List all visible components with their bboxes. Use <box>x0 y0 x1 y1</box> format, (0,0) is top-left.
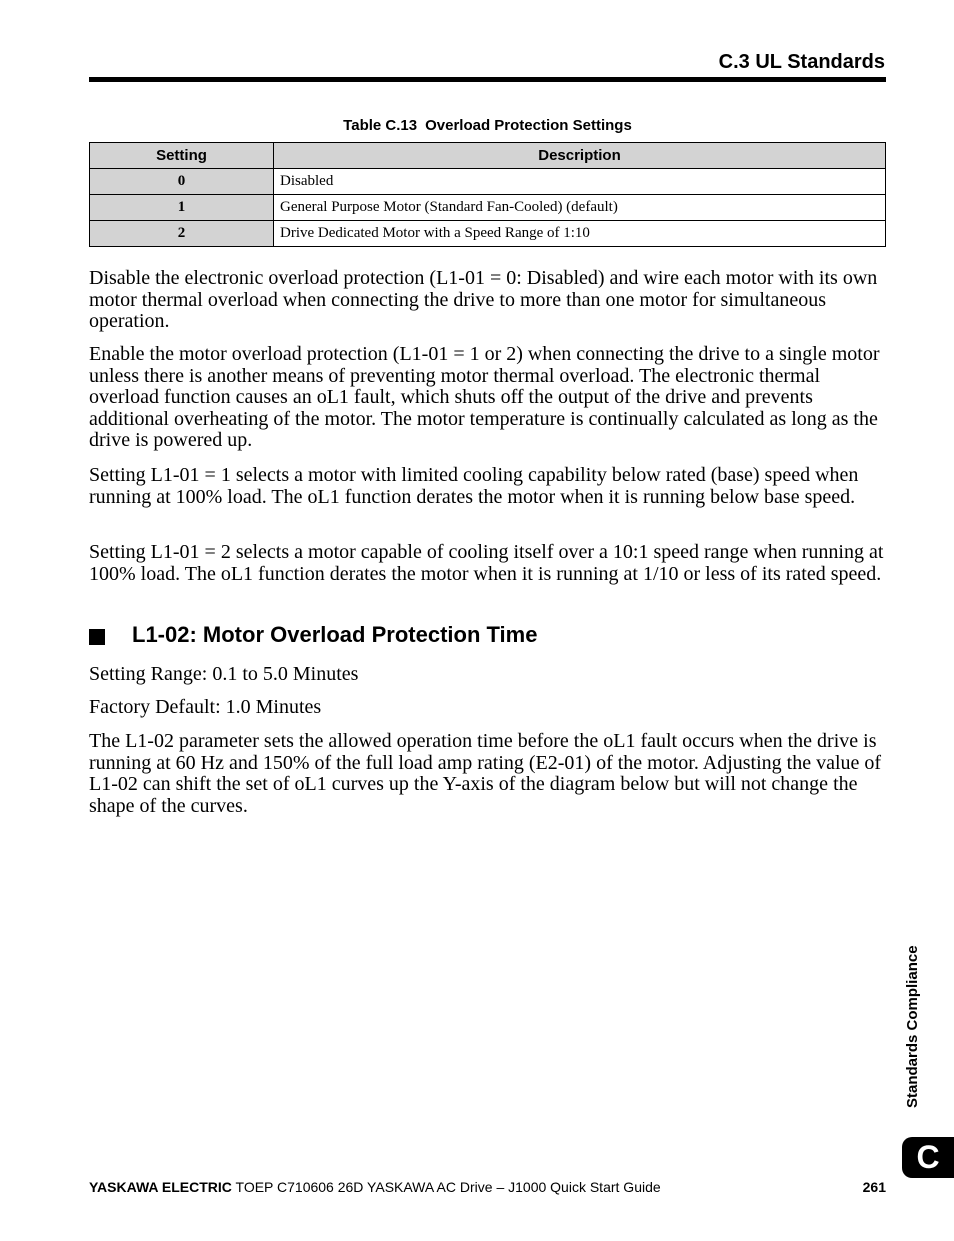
page-number: 261 <box>862 1179 886 1195</box>
setting-cell: 1 <box>90 195 274 221</box>
side-tab-label: Standards Compliance <box>904 945 921 1108</box>
paragraph-disable-overload: Disable the electronic overload protection (L1-01 = 0: Disabled) and wire each motor with its own motor thermal overload when connecting the drive to more than one motor for simultaneous operation. <box>89 267 878 332</box>
square-bullet-icon <box>89 629 105 645</box>
footer-brand: YASKAWA ELECTRIC <box>89 1179 232 1195</box>
footer-doc-info <box>89 1179 661 1195</box>
section-heading-text: L1-02: Motor Overload Protection Time <box>132 622 538 647</box>
paragraph-setting-1: Setting L1-01 = 1 selects a motor with limited cooling capability below rated (base) speed when running at 100% load. The oL1 function derates the motor when it is running below base speed. <box>89 464 859 508</box>
table-header-row <box>90 143 886 169</box>
table-row <box>90 195 886 221</box>
setting-cell: 0 <box>90 169 274 195</box>
side-tab-letter: C <box>902 1137 954 1178</box>
overload-settings-table <box>89 142 886 247</box>
section-heading <box>89 622 537 648</box>
setting-cell: 2 <box>90 221 274 247</box>
column-header-setting: Setting <box>90 143 274 169</box>
setting-range: Setting Range: 0.1 to 5.0 Minutes <box>89 663 359 685</box>
header-rule <box>89 77 886 82</box>
table-caption-number: Table C.13 <box>343 117 418 134</box>
section-title: C.3 UL Standards <box>718 51 885 73</box>
table-caption <box>89 117 886 134</box>
description-cell: General Purpose Motor (Standard Fan-Cooled) (default) <box>274 195 886 221</box>
description-cell: Drive Dedicated Motor with a Speed Range of 1:10 <box>274 221 886 247</box>
paragraph-setting-2: Setting L1-01 = 2 selects a motor capable of cooling itself over a 10:1 speed range when running at 100% load. The oL1 function derates the motor when it is running at 1/10 or less of its rated speed. <box>89 541 884 585</box>
table-caption-title: Overload Protection Settings <box>425 117 632 134</box>
footer-doc-title: TOEP C710606 26D YASKAWA AC Drive – J1000 Quick Start Guide <box>235 1179 661 1195</box>
paragraph-enable-overload: Enable the motor overload protection (L1-01 = 1 or 2) when connecting the drive to a single motor unless there is another means of preventing motor thermal overload. The electronic thermal overload function causes an oL1 fault, which shuts off the output of the drive and prevents additional overheating of the motor. The motor temperature is continually calculated as long as the drive is powered up. <box>89 343 880 451</box>
description-cell: Disabled <box>274 169 886 195</box>
table-row <box>90 221 886 247</box>
paragraph-l1-02-description: The L1-02 parameter sets the allowed operation time before the oL1 fault occurs when the drive is running at 60 Hz and 150% of the full load amp rating (E2-01) of the motor. Adjusting the value of L1-02 can shift the set of oL1 curves up the Y-axis of the diagram below but will not change the shape of the curves. <box>89 730 882 817</box>
factory-default: Factory Default: 1.0 Minutes <box>89 696 322 718</box>
column-header-description: Description <box>274 143 886 169</box>
table-row <box>90 169 886 195</box>
